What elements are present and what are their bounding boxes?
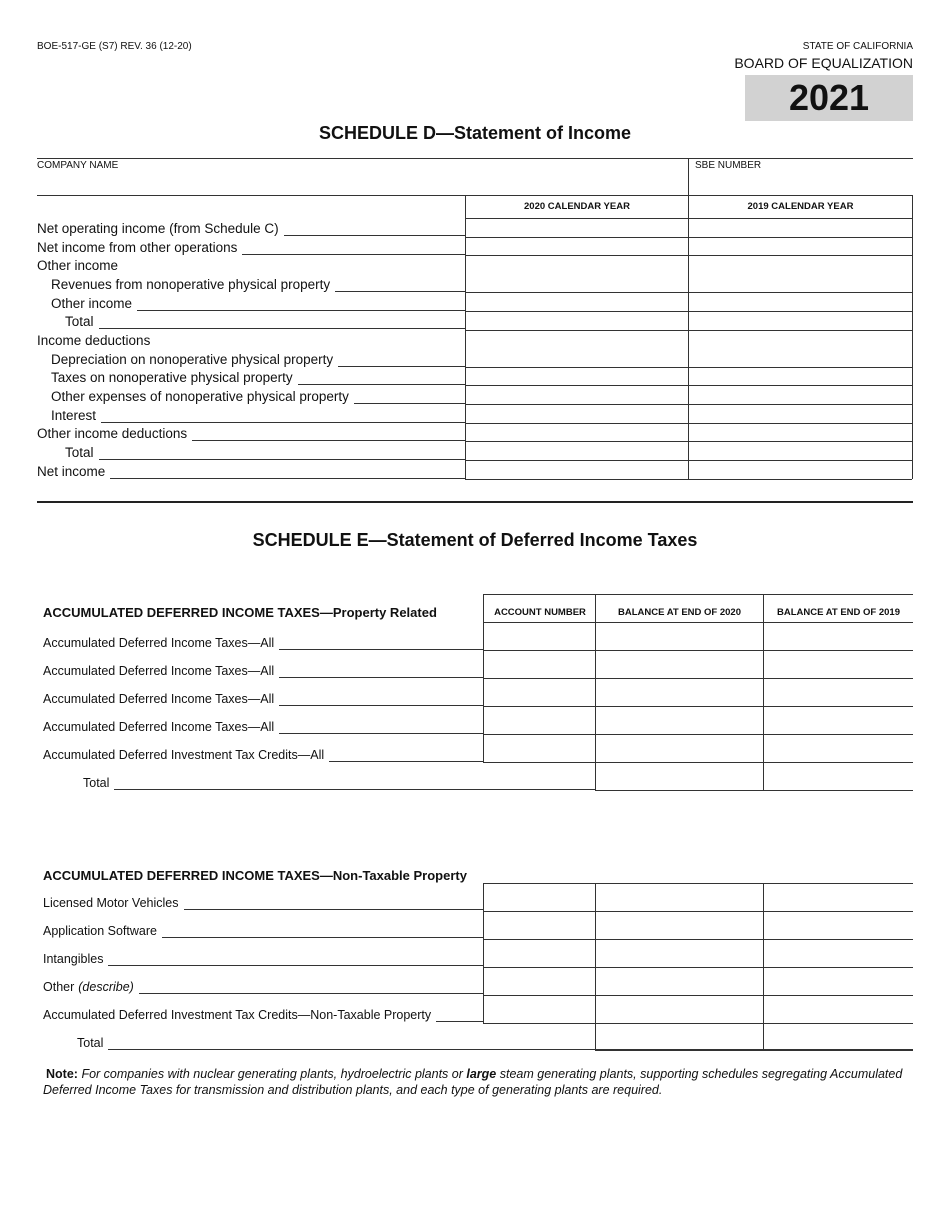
board-label: BOARD OF EQUALIZATION [734, 55, 913, 71]
row-other-describe: Other (describe) [43, 980, 483, 994]
company-name-label: COMPANY NAME [37, 160, 119, 171]
sbe-number-label: SBE NUMBER [695, 160, 762, 171]
company-name-field[interactable] [37, 172, 687, 194]
row-other-expenses-nonoperative: Other expenses of nonoperative physical property [51, 389, 465, 404]
section2-total: Total [77, 1036, 913, 1050]
row-aditc-non-taxable: Accumulated Deferred Investment Tax Credits—Non-Taxable Property [43, 1008, 483, 1022]
row-intangibles: Intangibles [43, 952, 483, 966]
state-label: STATE OF CALIFORNIA [802, 41, 913, 52]
row-interest: Interest [51, 408, 465, 423]
row-application-software: Application Software [43, 924, 483, 938]
section1-title: ACCUMULATED DEFERRED INCOME TAXES—Property Related [43, 605, 437, 620]
adit-row-3: Accumulated Deferred Income Taxes—All [43, 692, 483, 706]
col-2020-calendar-year: 2020 CALENDAR YEAR [524, 201, 630, 212]
row-licensed-motor-vehicles: Licensed Motor Vehicles [43, 896, 483, 910]
row-depreciation-nonoperative: Depreciation on nonoperative physical property [51, 352, 465, 367]
section-divider [37, 501, 913, 503]
aditc-row: Accumulated Deferred Investment Tax Credits—All [43, 748, 483, 762]
row-revenues-nonoperative: Revenues from nonoperative physical property [51, 277, 465, 292]
row-net-income: Net income [37, 464, 465, 479]
form-year: 2021 [745, 75, 913, 121]
row-taxes-nonoperative: Taxes on nonoperative physical property [51, 370, 465, 385]
col-balance-2019: BALANCE AT END OF 2019 [777, 607, 900, 618]
sbe-number-field[interactable] [690, 172, 912, 194]
adit-row-2: Accumulated Deferred Income Taxes—All [43, 664, 483, 678]
schedule-d-title: SCHEDULE D—Statement of Income [318, 123, 632, 143]
row-total-deductions: Total [65, 445, 465, 460]
row-net-income-other-operations: Net income from other operations [37, 240, 465, 255]
col-2019-calendar-year: 2019 CALENDAR YEAR [747, 201, 854, 212]
row-net-operating-income: Net operating income (from Schedule C) [37, 221, 465, 236]
row-other-income-deductions: Other income deductions [37, 426, 465, 441]
col-account-number: ACCOUNT NUMBER [494, 607, 586, 618]
row-other-income: Other income [51, 296, 465, 311]
section2-title: ACCUMULATED DEFERRED INCOME TAXES—Non-Taxable Property [43, 868, 467, 883]
row-income-deductions-heading: Income deductions [37, 333, 151, 348]
section1-total: Total [83, 776, 595, 790]
adit-row-4: Accumulated Deferred Income Taxes—All [43, 720, 483, 734]
row-other-income-heading: Other income [37, 258, 119, 273]
schedule-e-title: SCHEDULE E—Statement of Deferred Income Taxes [252, 530, 698, 550]
footnote: Note: For companies with nuclear generating plants, hydroelectric plants or large steam generating plants, supporting schedules segregating Accumulated Deferred Income Taxes for transmission and distribution plants, and each type of generating plants are required. [43, 1067, 903, 1097]
adit-row-1: Accumulated Deferred Income Taxes—All [43, 636, 483, 650]
col-balance-2020: BALANCE AT END OF 2020 [618, 607, 741, 618]
row-total-other-income: Total [65, 314, 465, 329]
form-id: BOE-517-GE (S7) REV. 36 (12-20) [37, 41, 192, 52]
